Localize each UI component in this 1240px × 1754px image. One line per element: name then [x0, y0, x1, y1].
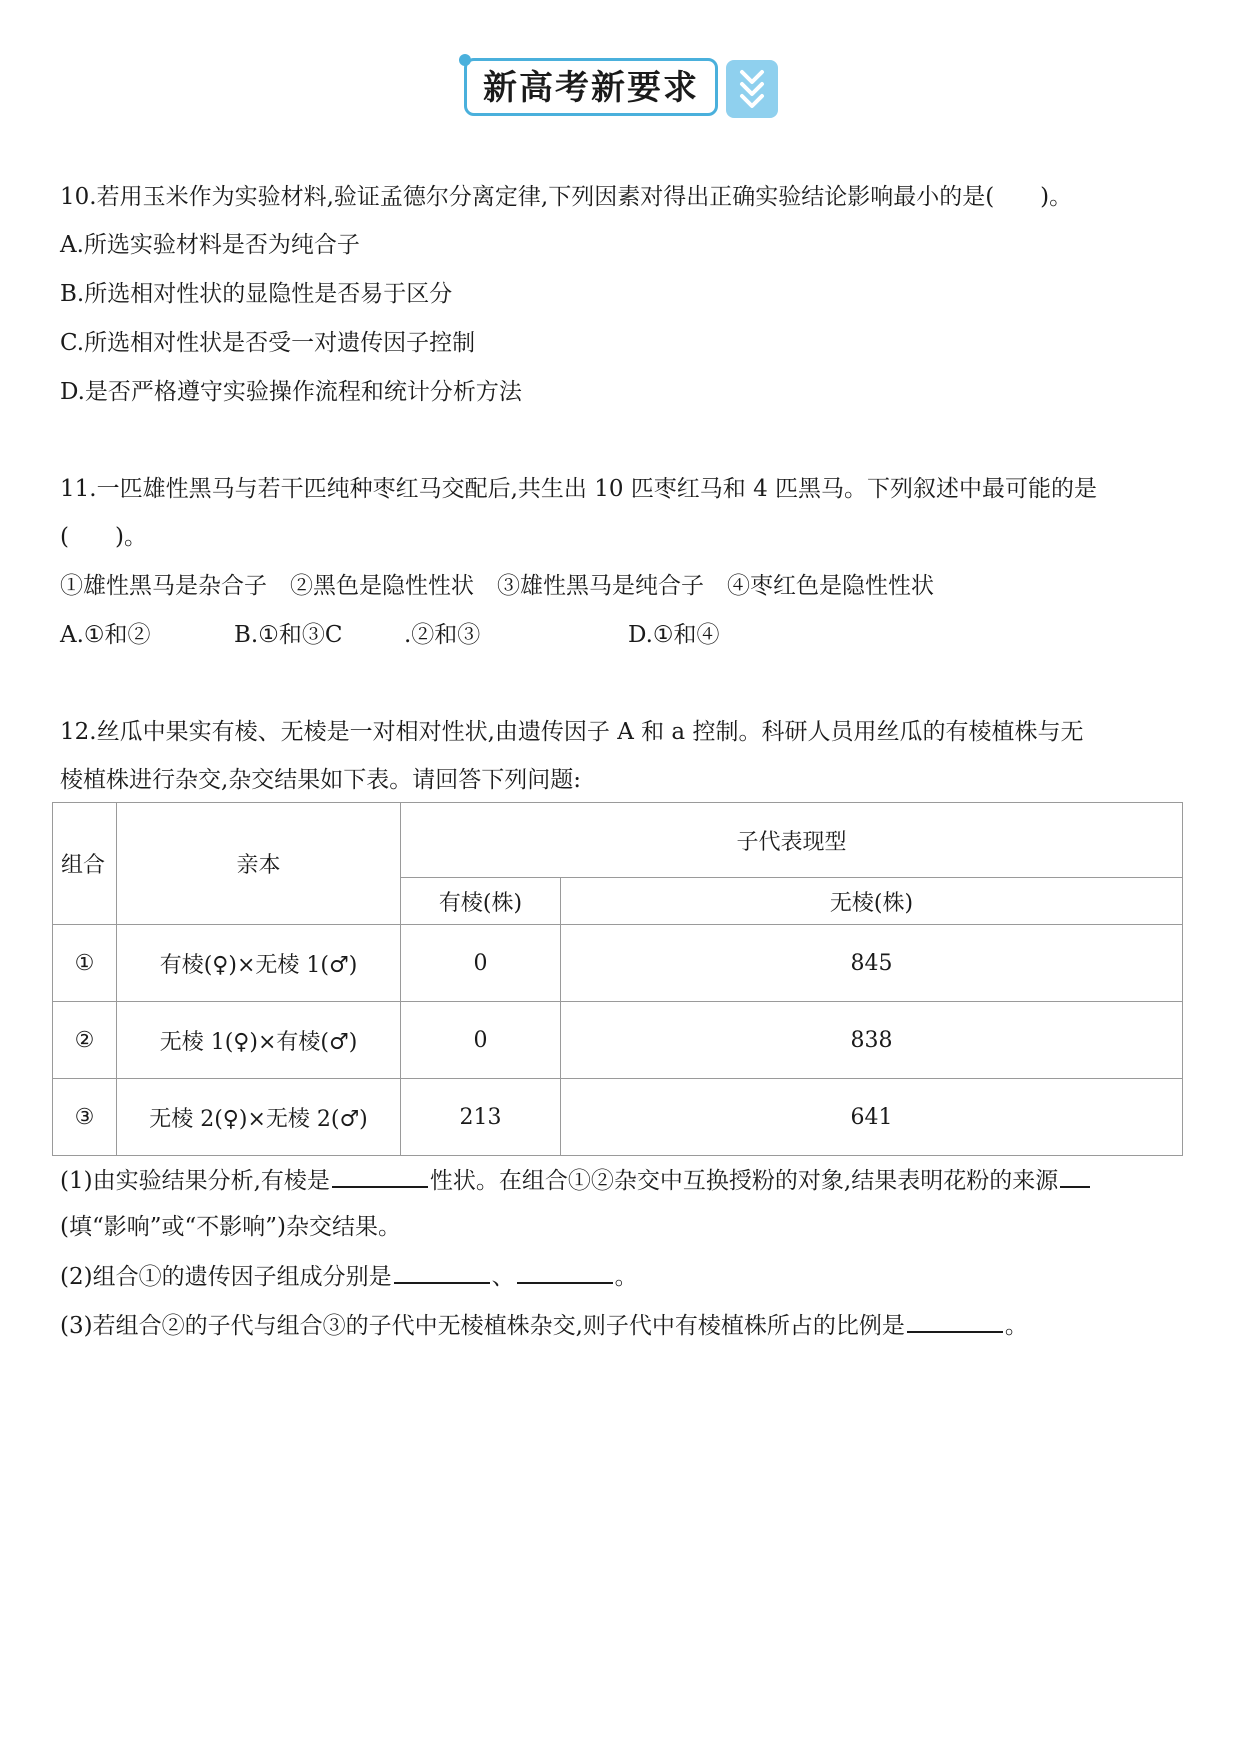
- q10-option-b: B.所选相对性状的显隐性是否易于区分: [60, 281, 453, 307]
- answer-blank: [394, 1260, 490, 1284]
- q12-sub1-line1: [60, 1164, 1092, 1196]
- table-row: [53, 1079, 1183, 1156]
- row-smooth: 641: [561, 1079, 1183, 1156]
- row-combo: ③: [53, 1079, 117, 1156]
- q12-stem-line2: 棱植株进行杂交,杂交结果如下表。请回答下列问题:: [60, 767, 582, 793]
- double-chevron-down-icon: [726, 60, 778, 118]
- q10-option-c: C.所选相对性状是否受一对遗传因子控制: [60, 330, 476, 356]
- table-row: [53, 925, 1183, 1002]
- row-combo: ②: [53, 1002, 117, 1079]
- q11-option-c: .②和③: [404, 622, 481, 648]
- row-parents: 无棱 1(♀)×有棱(♂): [117, 1002, 401, 1079]
- q12-sub3-end: 。: [1004, 1313, 1028, 1339]
- section-header: [0, 58, 1240, 130]
- q10-option-a: A.所选实验材料是否为纯合子: [60, 232, 360, 258]
- row-combo: ①: [53, 925, 117, 1002]
- table-header-row: [53, 803, 1183, 878]
- header-combo: 组合: [53, 803, 117, 925]
- answer-blank: [517, 1260, 613, 1284]
- answer-blank: [332, 1164, 428, 1188]
- results-table: [52, 802, 1183, 1156]
- q12-sub1-text-b: 性状。在组合①②杂交中互换授粉的对象,结果表明花粉的来源: [429, 1168, 1059, 1194]
- q11-option-a: A.①和②: [60, 622, 151, 648]
- row-ridged: 0: [401, 925, 561, 1002]
- header-parents: 亲本: [117, 803, 401, 925]
- answer-blank: [1060, 1164, 1090, 1188]
- q12-sub1-line2: (填“影响”或“不影响”)杂交结果。: [60, 1214, 401, 1240]
- row-smooth: 838: [561, 1002, 1183, 1079]
- q12-sub3-text: (3)若组合②的子代与组合③的子代中无棱植株杂交,则子代中有棱植株所占的比例是: [60, 1313, 905, 1339]
- answer-blank: [907, 1309, 1003, 1333]
- q12-sub2: [60, 1260, 638, 1292]
- q12-sub2-sep: 、: [491, 1264, 515, 1290]
- row-smooth: 845: [561, 925, 1183, 1002]
- q11-stem-line1: 11.一匹雄性黑马与若干匹纯种枣红马交配后,共生出 10 匹枣红马和 4 匹黑马。下列叙述中最可能的是: [60, 476, 1098, 502]
- table-row: [53, 1002, 1183, 1079]
- q11-option-b: B.①和③C: [234, 622, 343, 648]
- header-ridged: 有棱(株): [401, 878, 561, 925]
- q12-sub1-text-a: (1)由实验结果分析,有棱是: [60, 1168, 330, 1194]
- row-parents: 无棱 2(♀)×无棱 2(♂): [117, 1079, 401, 1156]
- q11-statements: ①雄性黑马是杂合子 ②黑色是隐性性状 ③雄性黑马是纯合子 ④枣红色是隐性性状: [60, 573, 934, 599]
- q12-sub2-text: (2)组合①的遗传因子组成分别是: [60, 1264, 392, 1290]
- q10-stem: 10.若用玉米作为实验材料,验证孟德尔分离定律,下列因素对得出正确实验结论影响最小的是( )。: [60, 184, 1073, 210]
- row-ridged: 213: [401, 1079, 561, 1156]
- header-smooth: 无棱(株): [561, 878, 1183, 925]
- header-offspring: 子代表现型: [401, 803, 1183, 878]
- q12-stem-line1: 12.丝瓜中果实有棱、无棱是一对相对性状,由遗传因子 A 和 a 控制。科研人员用丝瓜的有棱植株与无: [60, 719, 1084, 745]
- q12-sub3: [60, 1309, 1028, 1341]
- q12-sub2-end: 。: [614, 1264, 638, 1290]
- q11-option-d: D.①和④: [628, 622, 720, 648]
- section-badge: [464, 58, 718, 116]
- row-parents: 有棱(♀)×无棱 1(♂): [117, 925, 401, 1002]
- section-title: 新高考新要求: [483, 68, 699, 108]
- q10-option-d: D.是否严格遵守实验操作流程和统计分析方法: [60, 379, 522, 405]
- q11-stem-line2: ( )。: [60, 524, 147, 550]
- row-ridged: 0: [401, 1002, 561, 1079]
